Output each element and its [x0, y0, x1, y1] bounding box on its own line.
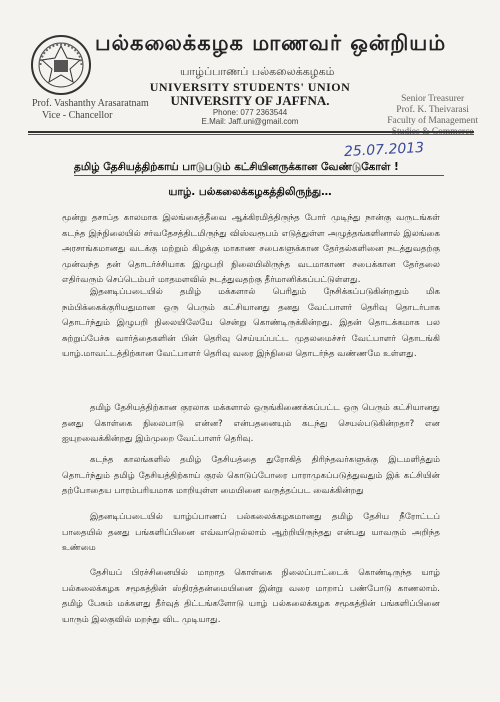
- vice-chancellor-name: Prof. Vashanthy Arasaratnam: [32, 98, 149, 109]
- letter-subject: தமிழ் தேசியத்திற்காய் பாடுபடும் கட்சியினருக்கான வேண்டுகோள் !: [74, 161, 444, 176]
- phone-number: Phone: 077 2363544: [212, 108, 288, 117]
- body-paragraph: மூன்று தசாப்த காலமாக இலங்கைத்தீவை ஆக்கிரமித்திருந்த போர் முடிந்து நான்கு வருடங்கள் கடந்த இந்நிலையில் சர்வதேசத்திடமிருந்து விஸ்வரூபம் எடுத்துள்ள அழுத்தங்களினால் இலங்கை அரசாங்கமானது வடக்கு மற்றும் கிழக்கு மாகாண சபைகளுக்கான தேர்தல்களினை நடத்துவதற்கு முன்வந்த தன் தொடர்ச்சியாக இழுபறி நிலையிலிருந்த வடமாகாண சபைக்கான தேர்தலை எதிர்வரும் செப்டெம்பர் மாதமளவில் நடத்துவதற்கு தீர்மானிக்கப்பட்டுள்ளது.: [62, 213, 440, 286]
- body-paragraph: இதனடிப்படையில் தமிழ் மக்களால் பெரிதும் நேசிக்கப்படுகின்றதும் மிக நம்பிக்கைக்குரியதுமான ஒரு பெரும் கட்சியானது தனது வேட்பாளர் தெரிவு தொடர்பாக தொடர்ந்தும் இழுபறி நிலையிலேயே சென்று கொண்டிருக்கின்றது. இதன் தொடக்கமாக பல சுற்றுப்பேச்சு வார்த்தைகளின் பின் தெரிவு செய்யப்பட்ட முதலமைச்சர் வேட்பாளர் தொடங்கி யாழ்.மாவட்டத்திற்கான வேட்பாளர் தெரிவு வரை இந்நிலை தொடர்ந்த வண்ணமே உள்ளது.: [62, 287, 440, 360]
- body-paragraph: கடந்த காலங்களில் தமிழ் தேசியத்தை துரோகித் திரிந்தவர்களுக்கு இடமளித்தும் தொடர்ந்தும் தமிழ் தேசியத்திற்காய் குரல் கொடுப்போரை பாராமுகப்படுத்துவதும் இக் கட்சியின் தற்போதைய பாரம்பரியமாக மாறியுள்ள மையினை வருத்தப்பட வைக்கின்றது: [62, 455, 440, 497]
- union-name: UNIVERSITY STUDENTS' UNION: [149, 80, 351, 94]
- header-divider: [28, 131, 474, 133]
- senior-treasurer-role: Senior Treasurer: [401, 94, 465, 104]
- university-name: UNIVERSITY OF JAFFNA.: [170, 93, 330, 108]
- university-name-tamil: யாழ்ப்பாணப் பல்கலைக்கழகம்: [180, 65, 335, 78]
- body-paragraph: தமிழ் தேசியத்திற்கான குரலாக மக்களால் ஒருங்கிணைக்கப்பட்ட ஒரு பெரும் கட்சியானது தனது கொள்கை நிலைபாடு என்ன? என்பதனையும் கடந்து செயல்படுகின்றதா? என ஐயுறவைக்கின்றது இம்முறை வேட்பாளர் தெரிவு.: [62, 403, 440, 445]
- handwritten-date: 25.07.2013: [343, 139, 425, 161]
- union-title-tamil: பல்கலைக்கழக மாணவர் ஒன்றியம்: [95, 30, 447, 55]
- vice-chancellor-title: Vice - Chancellor: [42, 110, 113, 121]
- letter-from-line: யாழ். பல்கலைக்கழகத்திலிருந்து…: [168, 186, 332, 198]
- senior-treasurer-dept: Studies & Commerce: [391, 127, 474, 137]
- senior-treasurer-faculty: Faculty of Management: [387, 116, 478, 126]
- senior-treasurer-name: Prof. K. Theivarasi: [396, 105, 469, 115]
- email-address: E.Mail: Jaff.uni@gmail.com: [201, 117, 299, 126]
- vice-chancellor-block: [32, 98, 149, 122]
- header-divider-thin: [28, 134, 474, 135]
- body-paragraph: தேசியப் பிரச்சினையில் மாறாத கொள்கை நிலைப்பாட்டைக் கொண்டிருந்த யாழ் பல்கலைக்கழக சமூகத்தின் ஸ்திரத்தன்மையினை இன்று வரை மாறாப் பண்போடு காணலாம். தமிழ் பேசும் மக்களது தீர்வுத் திட்டங்களோடு யாழ் பல்கலைக்கழக சமூகத்தின் பங்களிப்பினை யாரும் இலகுவில் மறந்து விட முடியாது.: [62, 568, 440, 625]
- body-paragraph: இதனடிப்படையில் யாழ்ப்பாணப் பல்கலைக்கழகமானது தமிழ் தேசிய நீரோட்டப் பாதையில் தனது பங்களிப்பினை எவ்வாறெல்லாம் ஆற்றியிருந்தது என்பது யாவரும் அறிந்த உண்மை: [62, 512, 440, 554]
